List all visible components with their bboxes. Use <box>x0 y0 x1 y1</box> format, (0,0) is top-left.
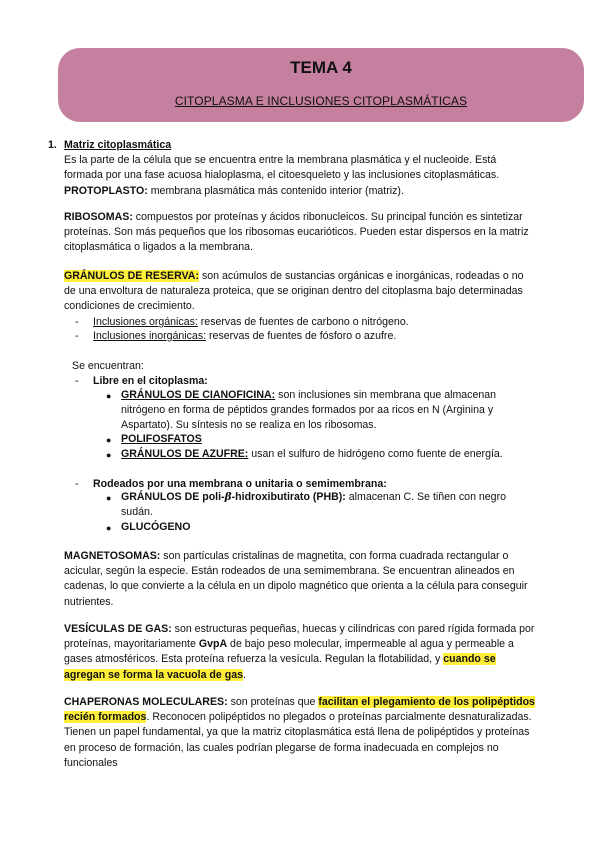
text-line: proteínas, mayoritariamente <box>64 638 199 651</box>
item-phb <box>121 490 561 520</box>
text-line: condiciones de crecimiento. <box>64 300 195 313</box>
term: Inclusiones inorgánicas: <box>93 330 207 342</box>
item-cianoficina <box>121 388 561 434</box>
term: GRÁNULOS DE AZUFRE: <box>121 448 249 460</box>
text-line: son partículas cristalinas de magnetita, con forma cuadrada rectangular o <box>160 550 509 562</box>
text-line: reservas de fuentes de carbono o nitrógeno. <box>197 316 409 328</box>
page-title: TEMA 4 <box>290 58 352 77</box>
text-line: de bajo peso molecular, impermeable al agua y permeable a <box>227 638 514 651</box>
text-line: de una envoltura de naturaleza proteica, que se originan dentro del citoplasma bajo determinadas <box>64 285 523 298</box>
term: RIBOSOMAS: <box>64 211 133 223</box>
bullet-icon: ● <box>106 450 112 460</box>
paragraph-vesiculas <box>64 622 564 683</box>
bullet-icon: ● <box>106 523 112 533</box>
intro-text: Se encuentran: <box>72 360 144 372</box>
text-line: sudán. <box>121 506 153 519</box>
term: MAGNETOSOMAS: <box>64 550 161 562</box>
text-line: son estructuras pequeñas, huecas y cilíndricas con pared rígida formada por <box>171 623 535 635</box>
term: PROTOPLASTO: <box>64 184 148 197</box>
text-line: formada por una fase acuosa hialoplasma, el citoesqueleto y las inclusiones citoplasmáticas. <box>64 169 500 182</box>
section-matriz <box>64 138 564 199</box>
list-item <box>93 329 593 344</box>
text-line: Es la parte de la célula que se encuentra entre la membrana plasmática y el nucleoide. Está <box>64 154 497 167</box>
text-line: Tienen un papel fundamental, ya que la matriz citoplasmática está llena de polipéptidos y proteínas <box>64 726 530 739</box>
text-line: citoplasmática o ligados a la membrana. <box>64 241 254 254</box>
dash-marker: - <box>75 478 79 490</box>
term: Inclusiones orgánicas: <box>93 316 198 328</box>
paragraph-granulos <box>64 269 564 315</box>
item-polifosfatos: POLIFOSFATOS <box>121 433 202 445</box>
text-line: gases atmosféricos. Esta proteína refuerza la vesícula. Regulan la flotabilidad, y <box>64 653 444 666</box>
text-line: nitrógeno en forma de péptidos grandes formados por aa ricos en N (Arginina y <box>121 404 494 417</box>
section-number: 1. <box>48 139 57 151</box>
term: GRÁNULOS DE CIANOFICINA: <box>121 389 276 401</box>
highlighted-text: recién formados <box>64 711 147 724</box>
highlighted-text: agregan se forma la vacuola de gas <box>64 668 243 681</box>
title-banner <box>58 48 584 122</box>
bullet-icon: ● <box>106 391 112 401</box>
text-line: son acúmulos de sustancias orgánicas e inorgánicas, rodeadas o no <box>199 270 524 282</box>
bullet-icon: ● <box>106 435 112 445</box>
text-line: reservas de fuentes de fósforo o azufre. <box>206 330 397 342</box>
subheading-libre: Libre en el citoplasma: <box>93 375 208 387</box>
subheading-rodeados: Rodeados por una membrana o unitaria o semimembrana: <box>93 478 387 490</box>
text-line: proteínas. Son más pequeños que los ribosomas eucarióticos. Pueden estar dispersos en la matriz <box>64 226 529 239</box>
text-line: Aspartato). Su síntesis no se realiza en los ribosomas. <box>121 419 377 432</box>
highlighted-text: cuando se <box>443 653 496 666</box>
text-line: son inclusiones sin membrana que almacenan <box>275 389 497 401</box>
term: GRÁNULOS DE poli- <box>121 491 225 503</box>
page-subtitle: CITOPLASMA E INCLUSIONES CITOPLASMÁTICAS <box>174 94 468 108</box>
highlighted-text: facilitan el plegamiento de los polipéptidos <box>318 696 535 708</box>
item-glucogeno: GLUCÓGENO <box>121 521 191 533</box>
dash-marker: - <box>75 316 79 328</box>
paragraph-magnetosomas <box>64 549 564 610</box>
text-line: en proceso de formación, las cuales podrían plegarse de forma inadecuada en complejos no <box>64 741 499 754</box>
text-line: cadenas, lo que convierte a la célula en un dipolo magnético que orienta a la célula para conseguir <box>64 580 528 593</box>
text-line: membrana plasmática más contenido interior (matriz). <box>147 184 404 197</box>
term: GvpA <box>198 638 228 651</box>
text-line: . Reconocen polipéptidos no plegados o proteínas parcialmente desnaturalizadas. <box>146 711 532 724</box>
text-line: almacenan C. Se tiñen con negro <box>345 491 506 503</box>
highlighted-term: GRÁNULOS DE RESERVA: <box>64 270 199 282</box>
term: VESÍCULAS DE GAS: <box>64 623 172 635</box>
paragraph-ribosomas <box>64 210 564 256</box>
text-line: funcionales <box>64 756 118 769</box>
section-heading: Matriz citoplasmática <box>64 139 172 151</box>
text-line: acicular, según la especie. Están rodeados de una semimembrana. Se encuentran alineados en <box>64 565 515 578</box>
text-line: usan el sulfuro de hidrógeno como fuente de energía. <box>248 448 503 460</box>
text-line: compuestos por proteínas y ácidos ribonucleicos. Su principal función es sintetizar <box>132 211 523 223</box>
text-line: . <box>243 668 246 681</box>
list-item <box>93 315 593 330</box>
text-line: son proteínas que <box>227 696 319 708</box>
dash-marker: - <box>75 330 79 342</box>
item-azufre <box>121 447 561 462</box>
dash-marker: - <box>75 375 79 387</box>
text-line: nutrientes. <box>64 595 114 608</box>
term: -hidroxibutirato (PHB): <box>231 491 346 503</box>
bullet-icon: ● <box>106 493 112 503</box>
paragraph-chaperonas <box>64 695 564 771</box>
term: CHAPERONAS MOLECULARES: <box>64 696 228 708</box>
beta-symbol: β <box>224 491 232 503</box>
